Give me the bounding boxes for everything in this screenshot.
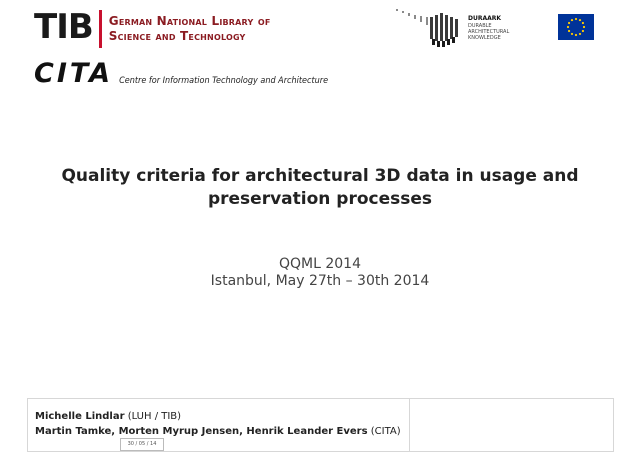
tib-logo-line-2: Science and Technology (108, 29, 246, 43)
slide-footer (27, 398, 614, 452)
conference-name: QQML 2014 (279, 256, 361, 272)
eu-star (583, 26, 585, 28)
slide-title: Quality criteria for architectural 3D data in usage and preservation processes (61, 166, 579, 209)
author-line-1 (35, 409, 401, 424)
author2-affiliation: (CITA) (370, 426, 401, 437)
tib-logo-word: TIB (34, 7, 93, 47)
duraark-cube-logo-icon (390, 3, 464, 49)
eu-star (575, 18, 577, 20)
author2-names: Martin Tamke, Morten Myrup Jensen, Henrik Leander Evers (35, 426, 368, 437)
tib-logo-line-1: German National Library of (108, 14, 271, 28)
tib-logo-divider (99, 10, 102, 48)
cita-logo-subtitle: Centre for Information Technology and Architecture (119, 76, 329, 86)
eu-star (571, 19, 573, 21)
eu-star (582, 30, 584, 32)
eu-star (571, 33, 573, 35)
footer-divider (409, 399, 410, 451)
duraark-logo (390, 3, 550, 49)
eu-star (568, 22, 570, 24)
eu-star (575, 34, 577, 36)
eu-star (567, 26, 569, 28)
eu-flag-icon (558, 14, 594, 40)
duraark-text (468, 15, 509, 41)
conference-place-date: Istanbul, May 27th – 30th 2014 (210, 273, 430, 289)
author-line-2 (35, 424, 401, 439)
author1-affiliation: (LUH / TIB) (127, 411, 182, 422)
eu-star (579, 33, 581, 35)
cita-logo (34, 60, 328, 88)
duraark-tagline: DURABLE ARCHITECTURAL KNOWLEDGE (468, 23, 510, 41)
duraark-name: DURAARK (468, 15, 502, 22)
eu-star (582, 22, 584, 24)
cita-logo-word: CITA (34, 58, 114, 89)
conference-info (40, 256, 600, 290)
tib-logo (34, 8, 271, 48)
footer-date: 30 / 05 / 14 (120, 438, 164, 451)
eu-star (568, 30, 570, 32)
author1-name: Michelle Lindlar (35, 411, 125, 422)
eu-star (579, 19, 581, 21)
tib-logo-text (109, 8, 271, 44)
footer-authors (35, 409, 401, 439)
